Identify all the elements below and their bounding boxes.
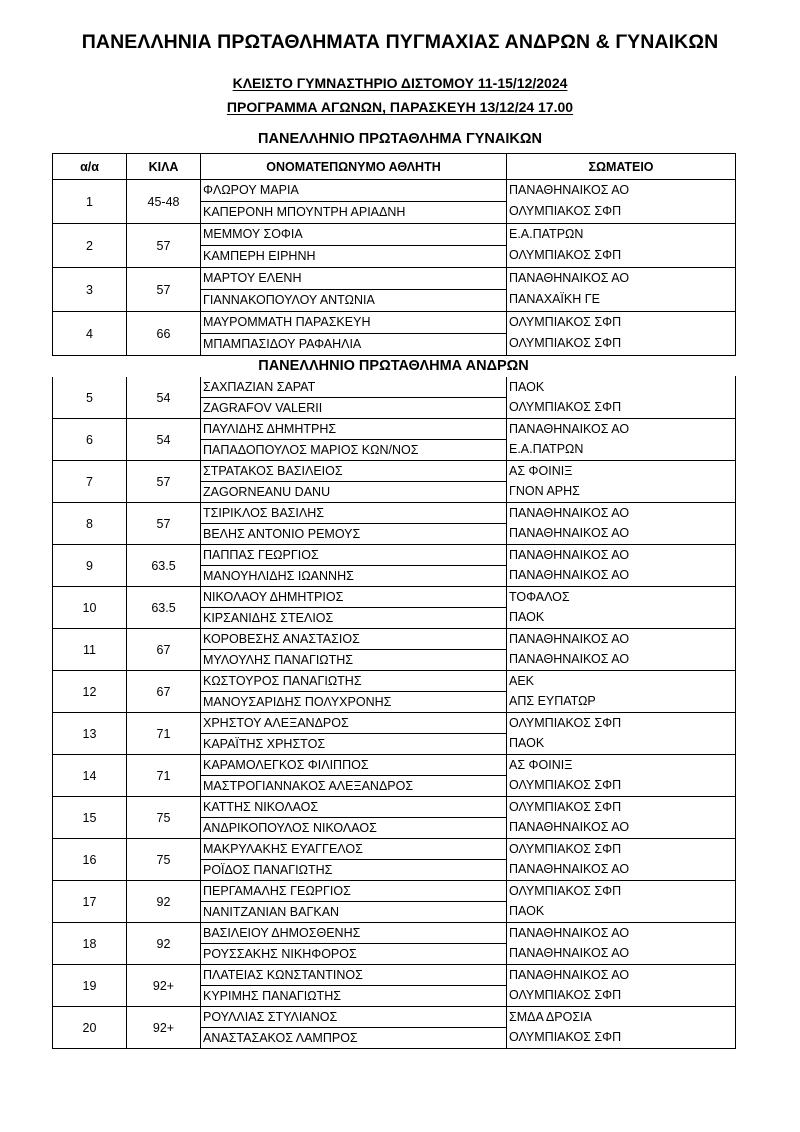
bout-row <box>53 965 736 1007</box>
weight-class: 57 <box>127 268 201 312</box>
weight-class: 54 <box>127 419 201 461</box>
athlete-name-2: ΓΙΑΝΝΑΚΟΠΟΥΛΟΥ ΑΝΤΩΝΙΑ <box>201 289 506 311</box>
bout-number: 18 <box>53 923 127 965</box>
athlete-name-2: ΚΙΡΣΑΝΙΔΗΣ ΣΤΕΛΙΟΣ <box>201 607 506 628</box>
bout-row <box>53 587 736 629</box>
bout-number: 3 <box>53 268 127 312</box>
clubs-cell <box>507 224 736 268</box>
col-header-kg: ΚΙΛΑ <box>127 154 201 180</box>
bout-number: 12 <box>53 671 127 713</box>
weight-class: 75 <box>127 797 201 839</box>
athlete-name-1: ΜΑΥΡΟΜΜΑΤΗ ΠΑΡΑΣΚΕΥΗ <box>203 315 371 329</box>
bout-row <box>53 839 736 881</box>
club-name-2: ΟΛΥΜΠΙΑΚΟΣ ΣΦΠ <box>509 988 622 1002</box>
athletes-cell <box>201 965 507 1007</box>
bout-row <box>53 755 736 797</box>
weight-class: 66 <box>127 312 201 356</box>
athlete-name-1: ΚΩΣΤΟΥΡΟΣ ΠΑΝΑΓΙΩΤΗΣ <box>203 674 362 688</box>
venue-line <box>0 75 800 91</box>
athletes-cell <box>201 797 507 839</box>
athlete-name-1: ΠΕΡΓΑΜΑΛΗΣ ΓΕΩΡΓΙΟΣ <box>203 884 351 898</box>
weight-class: 57 <box>127 503 201 545</box>
athlete-name-1: ΚΑΤΤΗΣ ΝΙΚΟΛΑΟΣ <box>203 800 319 814</box>
weight-class: 45-48 <box>127 180 201 224</box>
clubs-cell <box>507 881 736 923</box>
weight-class: 57 <box>127 224 201 268</box>
athlete-name-2: ΑΝΔΡΙΚΟΠΟΥΛΟΣ ΝΙΚΟΛΑΟΣ <box>201 817 506 838</box>
athletes-cell <box>201 545 507 587</box>
club-name-2: ΑΠΣ ΕΥΠΑΤΩΡ <box>509 694 596 708</box>
athlete-name-1: ΒΑΣΙΛΕΙΟΥ ΔΗΜΟΣΘΕΝΗΣ <box>203 926 361 940</box>
athlete-name-2: ZAGRAFOV VALERII <box>201 397 506 418</box>
bout-number: 2 <box>53 224 127 268</box>
athlete-name-2: ΝΑΝΙΤΖΑΝΙΑΝ ΒΑΓΚΑΝ <box>201 901 506 922</box>
bout-row <box>53 629 736 671</box>
club-name-2: ΠΑΟΚ <box>509 736 545 750</box>
clubs-cell <box>507 377 736 419</box>
weight-class: 71 <box>127 713 201 755</box>
athletes-cell <box>201 377 507 419</box>
athlete-name-1: ΜΑΡΤΟΥ ΕΛΕΝΗ <box>203 271 302 285</box>
bout-number: 13 <box>53 713 127 755</box>
col-header-club: ΣΩΜΑΤΕΙΟ <box>507 154 736 180</box>
athletes-cell <box>201 312 507 356</box>
athlete-name-1: ΡΟΥΛΛΙΑΣ ΣΤΥΛΙΑΝΟΣ <box>203 1010 338 1024</box>
club-name-1: ΠΑΝΑΘΗΝΑΙΚΟΣ ΑΟ <box>509 968 630 982</box>
athletes-cell <box>201 629 507 671</box>
athlete-name-2: ΚΑΠΕΡΟΝΗ ΜΠΟΥΝΤΡΗ ΑΡΙΑΔΝΗ <box>201 201 506 223</box>
bout-row <box>53 881 736 923</box>
club-name-1: ΑΣ ΦΟΙΝΙΞ <box>509 758 573 772</box>
athlete-name-2: ΑΝΑΣΤΑΣΑΚΟΣ ΛΑΜΠΡΟΣ <box>201 1027 506 1048</box>
athlete-name-2: ΚΥΡΙΜΗΣ ΠΑΝΑΓΙΩΤΗΣ <box>201 985 506 1006</box>
weight-class: 92 <box>127 923 201 965</box>
bout-number: 11 <box>53 629 127 671</box>
club-name-1: Ε.Α.ΠΑΤΡΩΝ <box>509 227 584 241</box>
clubs-cell <box>507 268 736 312</box>
clubs-cell <box>507 180 736 224</box>
club-name-1: ΣΜΔΑ ΔΡΟΣΙΑ <box>509 1010 592 1024</box>
athlete-name-2: ΜΥΛΟΥΛΗΣ ΠΑΝΑΓΙΩΤΗΣ <box>201 649 506 670</box>
clubs-cell <box>507 419 736 461</box>
bout-row <box>53 671 736 713</box>
club-name-2: ΟΛΥΜΠΙΑΚΟΣ ΣΦΠ <box>509 204 622 218</box>
clubs-cell <box>507 461 736 503</box>
club-name-2: ΠΑΝΑΘΗΝΑΙΚΟΣ ΑΟ <box>509 862 630 876</box>
club-name-1: ΑΣ ΦΟΙΝΙΞ <box>509 464 573 478</box>
bout-row <box>53 312 736 356</box>
athlete-name-1: ΝΙΚΟΛΑΟΥ ΔΗΜΗΤΡΙΟΣ <box>203 590 344 604</box>
clubs-cell <box>507 1007 736 1049</box>
athlete-name-1: ΜΑΚΡΥΛΑΚΗΣ ΕΥΑΓΓΕΛΟΣ <box>203 842 363 856</box>
club-name-2: ΟΛΥΜΠΙΑΚΟΣ ΣΦΠ <box>509 1030 622 1044</box>
men-bouts-table <box>52 376 736 1049</box>
club-name-2: ΠΑΝΑΘΗΝΑΙΚΟΣ ΑΟ <box>509 820 630 834</box>
club-name-1: ΠΑΝΑΘΗΝΑΙΚΟΣ ΑΟ <box>509 548 630 562</box>
bout-number: 4 <box>53 312 127 356</box>
weight-class: 75 <box>127 839 201 881</box>
bout-number: 7 <box>53 461 127 503</box>
athletes-cell <box>201 839 507 881</box>
bout-number: 1 <box>53 180 127 224</box>
athlete-name-2: ΡΟΪΔΟΣ ΠΑΝΑΓΙΩΤΗΣ <box>201 859 506 880</box>
athlete-name-2: ΠΑΠΑΔΟΠΟΥΛΟΣ ΜΑΡΙΟΣ ΚΩΝ/ΝΟΣ <box>201 439 506 460</box>
bout-row <box>53 377 736 419</box>
clubs-cell <box>507 839 736 881</box>
weight-class: 67 <box>127 629 201 671</box>
clubs-cell <box>507 671 736 713</box>
club-name-1: ΠΑΝΑΘΗΝΑΙΚΟΣ ΑΟ <box>509 632 630 646</box>
weight-class: 92+ <box>127 965 201 1007</box>
club-name-2: ΠΑΝΑΘΗΝΑΙΚΟΣ ΑΟ <box>509 526 630 540</box>
athlete-name-1: ΧΡΗΣΤΟΥ ΑΛΕΞΑΝΔΡΟΣ <box>203 716 349 730</box>
club-name-2: ΠΑΟΚ <box>509 610 545 624</box>
bout-number: 19 <box>53 965 127 1007</box>
clubs-cell <box>507 587 736 629</box>
athlete-name-1: ΠΑΠΠΑΣ ΓΕΩΡΓΙΟΣ <box>203 548 319 562</box>
athlete-name-1: ΠΑΥΛΙΔΗΣ ΔΗΜΗΤΡΗΣ <box>203 422 337 436</box>
women-bouts-table <box>52 153 736 356</box>
club-name-1: ΟΛΥΜΠΙΑΚΟΣ ΣΦΠ <box>509 716 622 730</box>
clubs-cell <box>507 965 736 1007</box>
club-name-2: ΠΑΟΚ <box>509 904 545 918</box>
clubs-cell <box>507 629 736 671</box>
athletes-cell <box>201 671 507 713</box>
clubs-cell <box>507 755 736 797</box>
club-name-2: Ε.Α.ΠΑΤΡΩΝ <box>509 442 584 456</box>
athlete-name-1: ΤΣΙΡΙΚΛΟΣ ΒΑΣΙΛΗΣ <box>203 506 324 520</box>
bout-row <box>53 797 736 839</box>
weight-class: 54 <box>127 377 201 419</box>
athletes-cell <box>201 419 507 461</box>
athlete-name-1: ΣΤΡΑΤΑΚΟΣ ΒΑΣΙΛΕΙΟΣ <box>203 464 343 478</box>
club-name-1: ΟΛΥΜΠΙΑΚΟΣ ΣΦΠ <box>509 884 622 898</box>
club-name-1: ΠΑΝΑΘΗΝΑΙΚΟΣ ΑΟ <box>509 506 630 520</box>
athletes-cell <box>201 180 507 224</box>
athlete-name-1: ΚΑΡΑΜΟΛΕΓΚΟΣ ΦΙΛΙΠΠΟΣ <box>203 758 369 772</box>
bout-row <box>53 713 736 755</box>
athlete-name-1: ΜΕΜΜΟΥ ΣΟΦΙΑ <box>203 227 303 241</box>
club-name-2: ΠΑΝΑΘΗΝΑΙΚΟΣ ΑΟ <box>509 568 630 582</box>
athletes-cell <box>201 268 507 312</box>
athlete-name-1: ΠΛΑΤΕΙΑΣ ΚΩΝΣΤΑΝΤΙΝΟΣ <box>203 968 363 982</box>
club-name-2: ΓΝΟΝ ΑΡΗΣ <box>509 484 580 498</box>
club-name-1: ΟΛΥΜΠΙΑΚΟΣ ΣΦΠ <box>509 842 622 856</box>
women-section-title: ΠΑΝΕΛΛΗΝΙΟ ΠΡΩΤΑΘΛΗΜΑ ΓΥΝΑΙΚΩΝ <box>258 131 542 147</box>
bout-row <box>53 923 736 965</box>
athlete-name-2: ZAGORNEANU DANU <box>201 481 506 502</box>
bout-number: 16 <box>53 839 127 881</box>
club-name-2: ΟΛΥΜΠΙΑΚΟΣ ΣΦΠ <box>509 400 622 414</box>
document-title: ΠΑΝΕΛΛΗΝΙΑ ΠΡΩΤΑΘΛΗΜΑΤΑ ΠΥΓΜΑΧΙΑΣ ΑΝΔΡΩΝ & ΓΥΝΑΙΚΩΝ <box>81 31 719 53</box>
clubs-cell <box>507 713 736 755</box>
bout-row <box>53 545 736 587</box>
bout-number: 9 <box>53 545 127 587</box>
col-header-num: α/α <box>53 154 127 180</box>
clubs-cell <box>507 312 736 356</box>
athletes-cell <box>201 224 507 268</box>
athletes-cell <box>201 1007 507 1049</box>
bout-number: 6 <box>53 419 127 461</box>
col-header-name: ΟΝΟΜΑΤΕΠΩΝΥΜΟ ΑΘΛΗΤΗ <box>201 154 507 180</box>
weight-class: 71 <box>127 755 201 797</box>
bout-number: 20 <box>53 1007 127 1049</box>
club-name-2: ΠΑΝΑΘΗΝΑΙΚΟΣ ΑΟ <box>509 946 630 960</box>
athletes-cell <box>201 503 507 545</box>
athletes-cell <box>201 923 507 965</box>
club-name-2: ΟΛΥΜΠΙΑΚΟΣ ΣΦΠ <box>509 336 622 350</box>
athletes-cell <box>201 713 507 755</box>
club-name-1: ΠΑΝΑΘΗΝΑΙΚΟΣ ΑΟ <box>509 271 630 285</box>
clubs-cell <box>507 923 736 965</box>
club-name-1: ΤΟΦΑΛΟΣ <box>509 590 570 604</box>
bout-number: 14 <box>53 755 127 797</box>
weight-class: 67 <box>127 671 201 713</box>
athlete-name-2: ΒΕΛΗΣ ΑΝΤΟΝΙΟ ΡΕΜΟΥΣ <box>201 523 506 544</box>
bout-row <box>53 503 736 545</box>
bout-row <box>53 1007 736 1049</box>
bout-row <box>53 268 736 312</box>
program-text: ΠΡΟΓΡΑΜΜΑ ΑΓΩΝΩΝ, ΠΑΡΑΣΚΕΥΗ 13/12/24 17.00 <box>226 99 574 115</box>
venue-text: ΚΛΕΙΣΤΟ ΓΥΜΝΑΣΤΗΡΙΟ ΔΙΣΤΟΜΟΥ 11-15/12/2024 <box>232 75 568 91</box>
club-name-2: ΟΛΥΜΠΙΑΚΟΣ ΣΦΠ <box>509 778 622 792</box>
weight-class: 63.5 <box>127 545 201 587</box>
athlete-name-2: ΜΑΝΟΥΣΑΡΙΔΗΣ ΠΟΛΥΧΡΟΝΗΣ <box>201 691 506 712</box>
athletes-cell <box>201 461 507 503</box>
club-name-1: ΠΑΟΚ <box>509 380 545 394</box>
club-name-2: ΟΛΥΜΠΙΑΚΟΣ ΣΦΠ <box>509 248 622 262</box>
weight-class: 92+ <box>127 1007 201 1049</box>
bout-row <box>53 180 736 224</box>
club-name-1: ΟΛΥΜΠΙΑΚΟΣ ΣΦΠ <box>509 315 622 329</box>
table-header-row <box>53 154 736 180</box>
bout-number: 8 <box>53 503 127 545</box>
clubs-cell <box>507 797 736 839</box>
athlete-name-2: ΜΠΑΜΠΑΣΙΔΟΥ ΡΑΦΑΗΛΙΑ <box>201 333 506 355</box>
athlete-name-2: ΚΑΡΑΪΤΗΣ ΧΡΗΣΤΟΣ <box>201 733 506 754</box>
athletes-cell <box>201 587 507 629</box>
weight-class: 92 <box>127 881 201 923</box>
club-name-1: ΟΛΥΜΠΙΑΚΟΣ ΣΦΠ <box>509 800 622 814</box>
program-line <box>0 99 800 115</box>
athlete-name-1: ΦΛΩΡΟΥ ΜΑΡΙΑ <box>203 183 299 197</box>
athlete-name-1: ΣΑΧΠΑΖΙΑΝ ΣΑΡΑΤ <box>203 380 316 394</box>
athlete-name-2: ΡΟΥΣΣΑΚΗΣ ΝΙΚΗΦΟΡΟΣ <box>201 943 506 964</box>
bout-number: 15 <box>53 797 127 839</box>
clubs-cell <box>507 503 736 545</box>
athletes-cell <box>201 755 507 797</box>
men-section-title: ΠΑΝΕΛΛΗΝΙΟ ΠΡΩΤΑΘΛΗΜΑ ΑΝΔΡΩΝ <box>52 357 735 377</box>
athlete-name-2: ΜΑΣΤΡΟΓΙΑΝΝΑΚΟΣ ΑΛΕΞΑΝΔΡΟΣ <box>201 775 506 796</box>
bout-number: 5 <box>53 377 127 419</box>
bout-number: 10 <box>53 587 127 629</box>
athlete-name-1: ΚΟΡΟΒΕΣΗΣ ΑΝΑΣΤΑΣΙΟΣ <box>203 632 360 646</box>
athletes-cell <box>201 881 507 923</box>
club-name-1: ΑΕΚ <box>509 674 535 688</box>
weight-class: 57 <box>127 461 201 503</box>
clubs-cell <box>507 545 736 587</box>
club-name-2: ΠΑΝΑΘΗΝΑΙΚΟΣ ΑΟ <box>509 652 630 666</box>
athlete-name-2: ΜΑΝΟΥΗΛΙΔΗΣ ΙΩΑΝΝΗΣ <box>201 565 506 586</box>
bout-row <box>53 461 736 503</box>
club-name-2: ΠΑΝΑΧΑΪΚΗ ΓΕ <box>509 292 600 306</box>
bout-row <box>53 224 736 268</box>
weight-class: 63.5 <box>127 587 201 629</box>
bout-number: 17 <box>53 881 127 923</box>
club-name-1: ΠΑΝΑΘΗΝΑΙΚΟΣ ΑΟ <box>509 183 630 197</box>
athlete-name-2: ΚΑΜΠΕΡΗ ΕΙΡΗΝΗ <box>201 245 506 267</box>
bout-row <box>53 419 736 461</box>
club-name-1: ΠΑΝΑΘΗΝΑΙΚΟΣ ΑΟ <box>509 422 630 436</box>
club-name-1: ΠΑΝΑΘΗΝΑΙΚΟΣ ΑΟ <box>509 926 630 940</box>
